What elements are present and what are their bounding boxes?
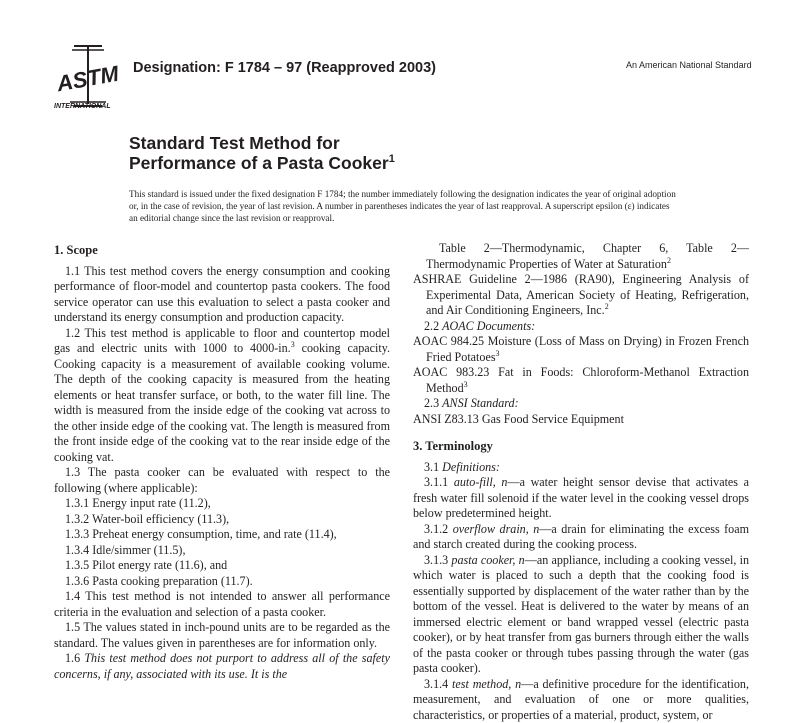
definition-test-method: 3.1.4 test method, n—a definitive procedure for the identification, measurement, and evaluation of one or more qualities, characteristics, or properties of a material, product, system, or (413, 677, 749, 723)
list-item: 1.3.2 Water-boil efficiency (11.3), (54, 512, 390, 528)
definition-pasta-cooker: 3.1.3 pasta cooker, n—an appliance, including a cooking vessel, in which water is placed to such a depth that the cooking food is essentially supported by displacement of the water rather than by the bottom of the vessel. Heat is delivered to the water by means of an immersed electric element or band wrapped vessel (electric pasta cooker), or by heat transfer from gas burners through either the walls of the pasta cooker or through tubes passing through the water (gas pasta cooker). (413, 553, 749, 677)
aoac-heading: 2.2 AOAC Documents: (413, 319, 749, 335)
title-footnote-mark: 1 (389, 153, 395, 165)
list-item: 1.3.5 Pilot energy rate (11.6), and (54, 558, 390, 574)
svg-text:ASTM: ASTM (54, 61, 121, 97)
reference-aoac-1: AOAC 984.25 Moisture (Loss of Mass on Drying) in Frozen French Fried Potatoes$^3$ (413, 334, 749, 365)
definition-overflow-drain: 3.1.2 overflow drain, n—a drain for eliminating the excess foam and starch created during the cooking process. (413, 522, 749, 553)
document-title (129, 133, 395, 173)
para-1-1: 1.1 This test method covers the energy consumption and cooking performance of floor-model and countertop pasta cookers. The food service operator can use this evaluation to select a pasta cooker and understand its energy consumption and production capacity. (54, 264, 390, 326)
list-item: 1.3.1 Energy input rate (11.2), (54, 496, 390, 512)
terminology-heading: 3. Terminology (413, 439, 749, 455)
para-1-3: 1.3 The pasta cooker can be evaluated with respect to the following (where applicable): (54, 465, 390, 496)
reference-aoac-2: AOAC 983.23 Fat in Foods: Chloroform-Methanol Extraction Method$^3$ (413, 365, 749, 396)
reference-ansi: ANSI Z83.13 Gas Food Service Equipment (413, 412, 749, 428)
definitions-heading: 3.1 Definitions: (413, 460, 749, 476)
definition-auto-fill: 3.1.1 auto-fill, n—a water height sensor devise that activates a fresh water fill solenoid if the water level in the cooking vessel drops below predetermined height. (413, 475, 749, 522)
para-1-6: 1.6 This test method does not purport to address all of the safety concerns, if any, associated with its use. It is the (54, 651, 390, 682)
title-line-2: Performance of a Pasta Cooker$^1$ (129, 153, 395, 173)
ansi-heading: 2.3 ANSI Standard: (413, 396, 749, 412)
reference-ashrae: ASHRAE Guideline 2—1986 (RA90), Engineering Analysis of Experimental Data, American Society of Heating, Refrigeration, and Air Conditioning Engineers, Inc.$^2$ (413, 272, 749, 319)
list-item: 1.3.3 Preheat energy consumption, time, and rate (11.4), (54, 527, 390, 543)
para-1-4: 1.4 This test method is not intended to answer all performance criteria in the evaluation and selection of a pasta cooker. (54, 589, 390, 620)
right-column (413, 241, 749, 723)
reference-continuation: Table 2—Thermodynamic, Chapter 6, Table 2—Thermodynamic Properties of Water at Saturation$^2$ (413, 241, 749, 272)
para-1-2: 1.2 This test method is applicable to floor and countertop model gas and electric units with 1000 to 4000-in.$^3$ cooking capacity. Cooking capacity is a measurement of available cooking volume. The depth of the cooking capacity is measured from the heating elements or heat transfer surface, or both, to the water fill line. The width is measured from the inside edge of the cooking vat across to the other inside edge of the cooking vat. The length is measured from the front inside edge of the cooking vat to the rear inside edge of the cooking vat. (54, 326, 390, 466)
issuance-notice: This standard is issued under the fixed designation F 1784; the number immediately following the designation indicates the year of original adoption or, in the case of revision, the year of last revision. A number in parentheses indicates the year of last reapproval. A superscript epsilon (ε) indicates an editorial change since the last revision or reapproval. (129, 188, 679, 224)
para-1-5: 1.5 The values stated in inch-pound units are to be regarded as the standard. The values given in parentheses are for information only. (54, 620, 390, 651)
left-column (54, 241, 390, 682)
designation: Designation: F 1784 – 97 (Reapproved 2003) (133, 60, 436, 76)
list-item: 1.3.4 Idle/simmer (11.5), (54, 543, 390, 559)
scope-heading: 1. Scope (54, 243, 390, 259)
list-item: 1.3.6 Pasta cooking preparation (11.7). (54, 574, 390, 590)
evaluation-list (54, 496, 390, 589)
title-line-1: Standard Test Method for (129, 133, 395, 153)
american-national-standard: An American National Standard (626, 60, 752, 70)
logo-subtext: INTERNATIONAL (54, 103, 111, 110)
